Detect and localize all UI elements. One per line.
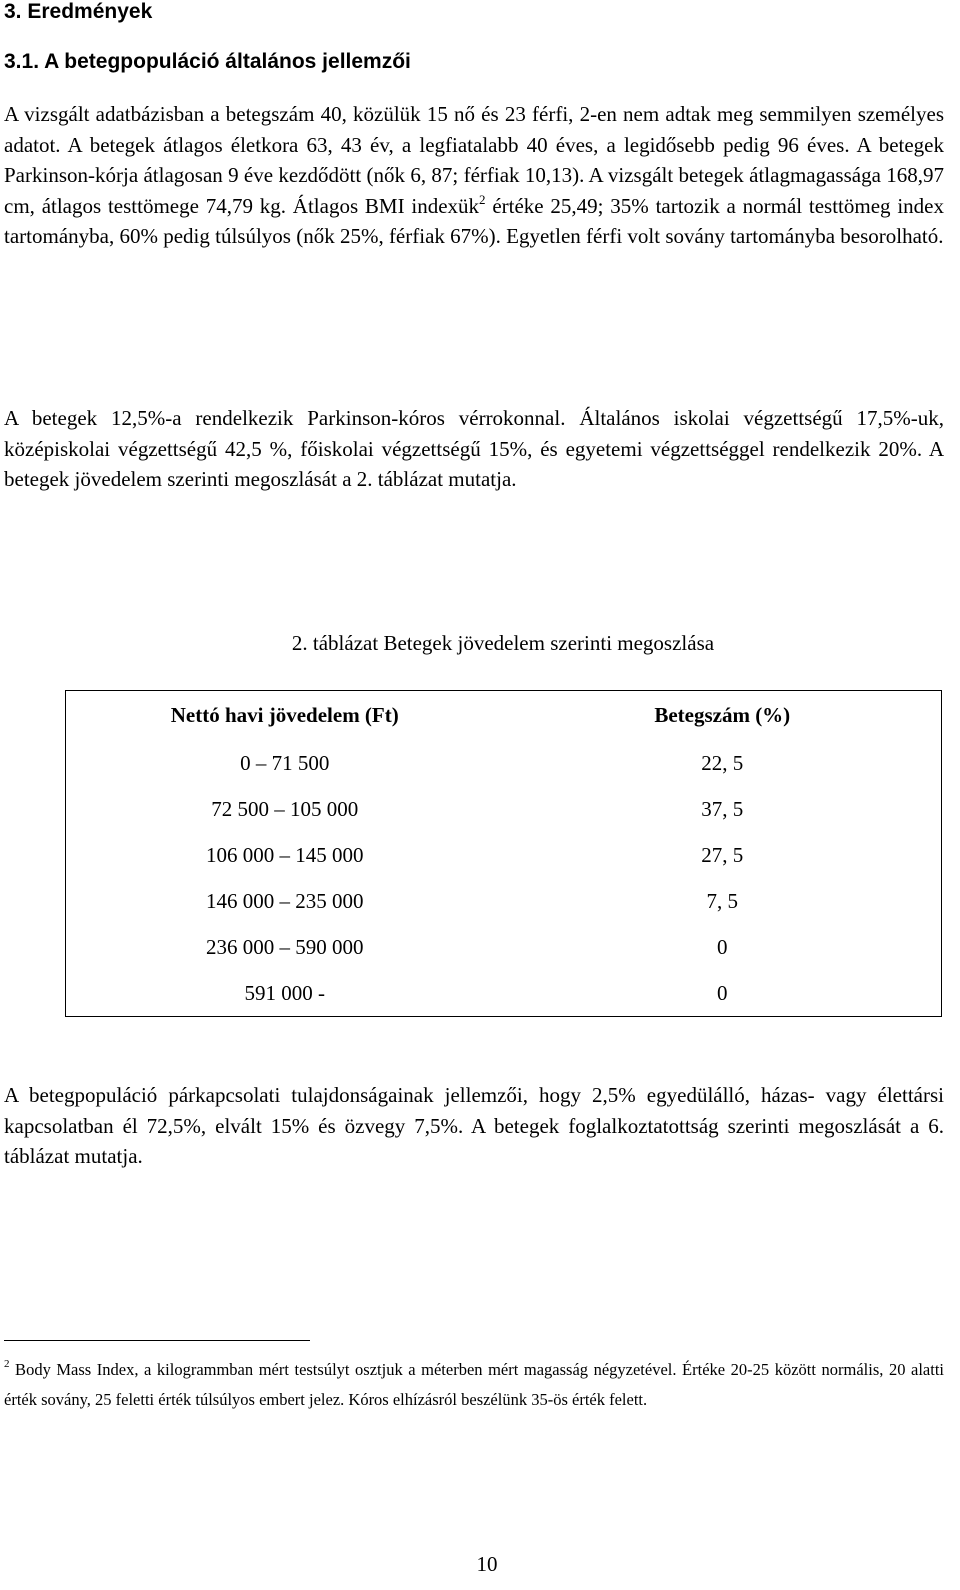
paragraph-relationships: A betegpopuláció párkapcsolati tulajdonságainak jellemzői, hogy 2,5% egyedülálló, házas- vagy élettársi kapcsolatban él 72,5%, elvált 15% és özvegy 7,5%. A betegek foglalkoztatottság szerinti megoszlását a 6. táblázat mutatja.: [4, 1083, 944, 1168]
table-caption: 2. táblázat Betegek jövedelem szerinti megoszlása: [291, 631, 715, 655]
percent-cell: 7, 5: [706, 888, 738, 913]
table-row: [66, 832, 942, 878]
income-cell: 0 – 71 500: [240, 750, 330, 775]
footnote: [4, 1355, 944, 1415]
footnote-reference: 2: [479, 191, 486, 207]
income-table: [65, 690, 942, 1017]
income-cell: 591 000 -: [244, 980, 325, 1005]
footnote-marker: 2: [4, 1357, 10, 1370]
table-row: [66, 924, 942, 970]
income-cell: 106 000 – 145 000: [206, 842, 364, 867]
paragraph-patient-characteristics: [4, 99, 944, 252]
table-row: [66, 970, 942, 1017]
percent-cell: 0: [717, 980, 728, 1005]
page-number: 10: [476, 1552, 498, 1576]
income-cell: 72 500 – 105 000: [211, 796, 359, 821]
table-header-row: [66, 691, 942, 741]
table-row: [66, 786, 942, 832]
percent-cell: 37, 5: [701, 796, 744, 821]
paragraph-text: értéke 25,49; 35% tartozik a normál testtömeg index tartományba, 60% pedig túlsúlyos (nők 25%, férfiak 67%). Egyetlen férfi volt sovány tartományba besorolható.: [4, 193, 944, 248]
percent-cell: 22, 5: [701, 750, 744, 775]
income-cell: 146 000 – 235 000: [206, 888, 364, 913]
table-row: [66, 740, 942, 786]
column-header-patients: Betegszám (%): [654, 703, 791, 727]
footnote-separator: [4, 1340, 310, 1341]
footnote-text: Body Mass Index, a kilogrammban mért testsúlyt osztjuk a méterben mért magasság négyzetével. Értéke 20-25 között normális, 20 alatti érték sovány, 25 feletti érték túlsúlyos embert jelez. Kóros elhízásról beszélünk 35-ös érték felett.: [4, 1360, 944, 1409]
income-cell: 236 000 – 590 000: [206, 934, 364, 959]
table-row: [66, 878, 942, 924]
paragraph-text: A vizsgált adatbázisban a betegszám 40, közülük 15 nő és 23 férfi, 2-en nem adtak meg semmilyen személyes adatot. A betegek átlagos életkora 63, 43 év, a legfiatalabb 40 éves, a legidősebb pedig 96 éves. A betegek Parkinson-kórja átlagosan 9 éve kezdődött (nők 6, 87; férfiak 10,13). A vizsgált betegek átlagmagassága 168,97 cm, átlagos testtömege 74,79 kg. Átlagos BMI indexük: [4, 102, 944, 218]
percent-cell: 0: [717, 934, 728, 959]
percent-cell: 27, 5: [701, 842, 744, 867]
section-heading: 3. Eredmények: [4, 0, 153, 23]
paragraph-education: A betegek 12,5%-a rendelkezik Parkinson-kóros vérrokonnal. Általános iskolai végzettségű 17,5%-uk, középiskolai végzettségű 42,5 %, főiskolai végzettségű 15%, és egyetemi végzettséggel rendelkezik 20%. A betegek jövedelem szerinti megoszlását a 2. táblázat mutatja.: [4, 406, 944, 491]
subsection-heading: 3.1. A betegpopuláció általános jellemzői: [4, 50, 411, 73]
column-header-income: Nettó havi jövedelem (Ft): [170, 703, 399, 727]
